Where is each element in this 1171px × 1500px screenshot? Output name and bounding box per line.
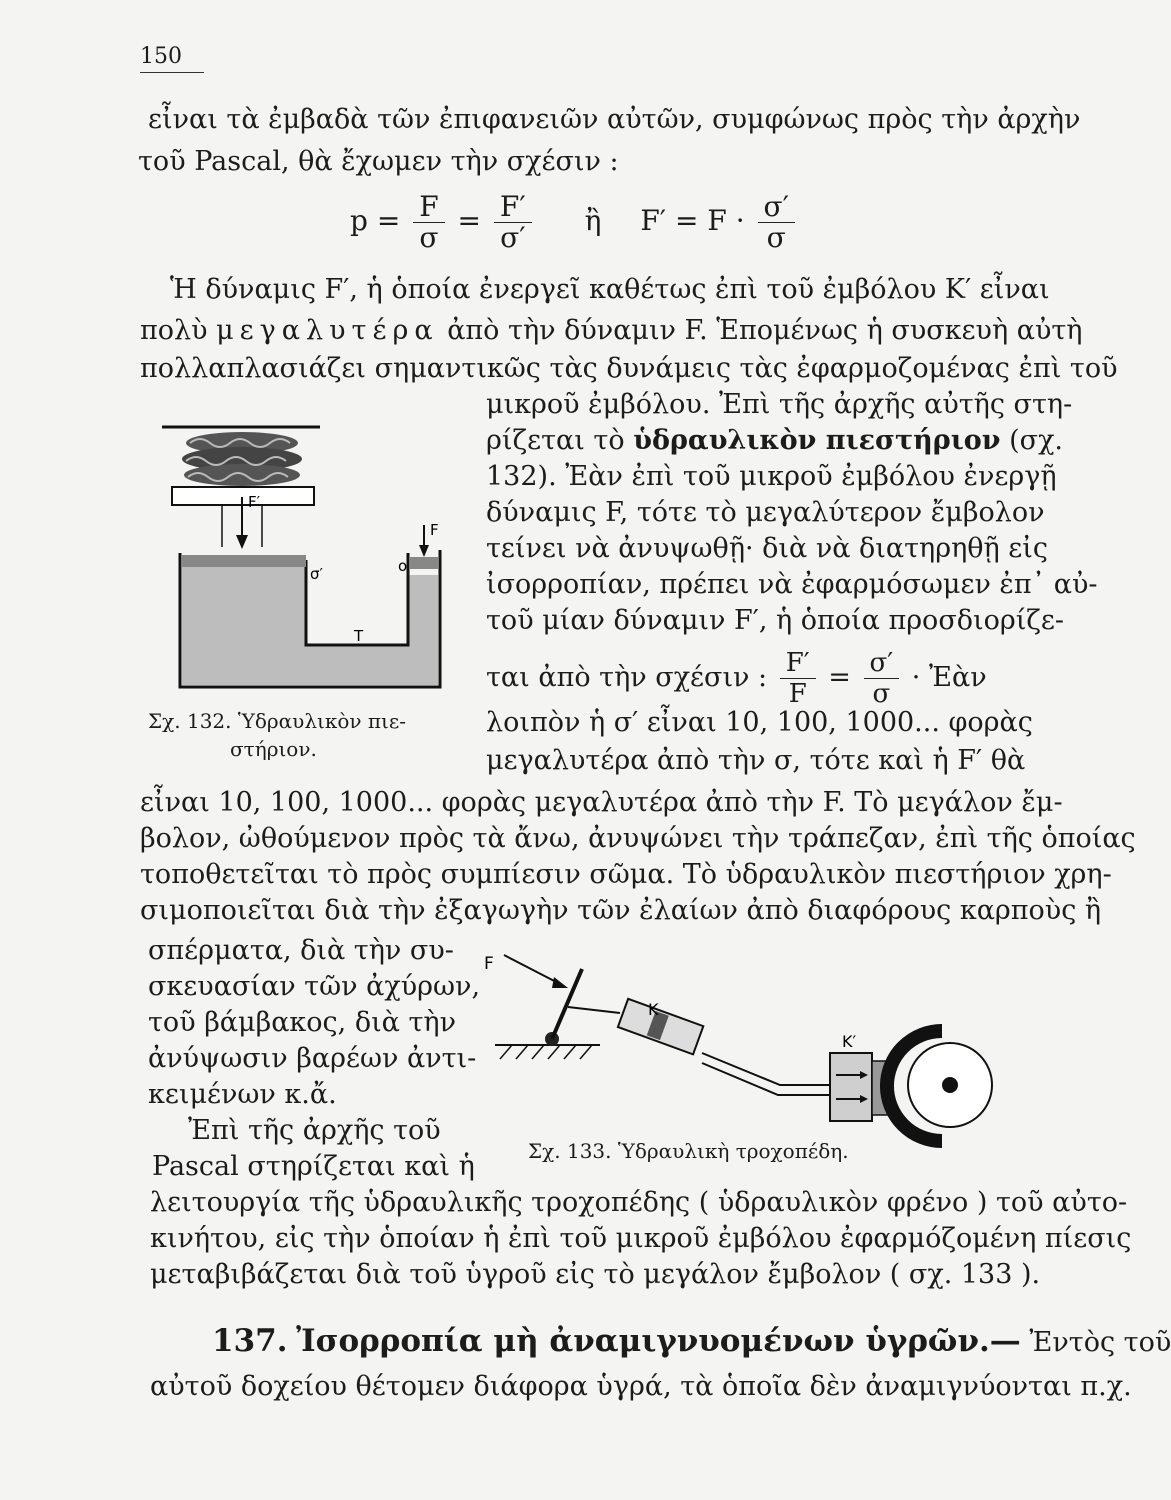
text-right-8: ται ἀπὸ τὴν σχέσιν : $\frac{F'}{F}$ = $\frac{\sigma'}{\sigma}$ · Ἐὰν [486,648,987,709]
formula-or: ἢ [584,204,602,237]
text-right-5: τείνει νὰ ἀνυψωθῇ· διὰ νὰ διατηρηθῇ εἰς [486,533,1048,564]
fraction-denominator: σ [419,221,439,254]
formula-equals: = [828,662,851,693]
page-number-rule [140,72,204,73]
fraction-fprime-f [780,648,816,709]
text-brake-1: λειτουργία τῆς ὑδραυλικῆς τροχοπέδης ( ὑδραυλικὸν φρένο ) τοῦ αὐτο- [150,1187,1128,1218]
text-span: Ἐὰν [928,662,987,693]
text-right-3: 132). Ἐὰν ἐπὶ τοῦ μικροῦ ἐμβόλου ἐνεργῇ [486,461,1057,492]
text-right-1: μικροῦ ἐμβόλου. Ἐπὶ τῆς ἀρχῆς αὐτῆς στη- [486,389,1073,420]
label-t: T [354,627,364,645]
text-line-1: εἶναι τὰ ἐμβαδὰ τῶν ἐπιφανειῶν αὐτῶν, συμφώνως πρὸς τὴν ἀρχὴν [148,104,1081,135]
compressed-material [182,432,302,486]
force-arrow-f [504,955,562,985]
ground-hatch [500,1045,592,1059]
wheel-hub [942,1077,958,1093]
label-f: F [430,521,439,539]
text-full-4: σιμοποιεῖται διὰ τὴν ἐξαγωγὴν τῶν ἐλαίων ἀπὸ διαφόρους καρποὺς ἢ [140,895,1102,926]
formula-pascal [350,192,799,253]
figure-132-hydraulic-press [150,415,470,695]
text-line-3: Ἡ δύναμις F′, ἡ ὁποία ἐνεργεῖ καθέτως ἐπὶ τοῦ ἐμβόλου K′ εἶναι [170,274,1050,305]
text-line-5: πολλαπλασιάζει σημαντικῶς τὰς δυνάμεις τὰς ἐφαρμοζομένας ἐπὶ τοῦ [140,353,1118,384]
text-full-1: εἶναι 10, 100, 1000... φορὰς μεγαλυτέρα ἀπὸ τὴν F. Τὸ μεγάλον ἔμ- [140,787,1063,818]
formula-equals: = [457,204,482,237]
text-span: ἀπὸ τὴν δύναμιν F. Ἑπομένως ἡ συσκευὴ αὐτὴ [447,315,1083,346]
large-piston [182,555,306,567]
fraction-denominator: σ [766,221,786,254]
label-fprime: F′ [248,493,261,511]
label-k: K [648,1000,659,1019]
text-right-4: δύναμις F, τότε τὸ μεγαλύτερον ἔμβολον [486,497,1045,528]
text-span: ρίζεται τὸ [486,425,625,456]
fraction-numerator: F [413,192,444,223]
text-emphasis-spaced: μεγαλυτέρα [216,315,439,346]
fraction-denominator: F [788,679,807,709]
figure-133-caption: Σχ. 133. Ὑδραυλικὴ τροχοπέδη. [528,1139,849,1163]
text-side-1: σπέρματα, διὰ τὴν συ- [148,935,454,966]
section-number: 137. [212,1323,288,1359]
page-number: 150 [140,44,182,69]
large-cylinder-liquid [182,565,306,685]
fraction-numerator: σ′ [758,192,795,223]
fraction-denominator: σ [872,679,891,709]
connecting-tube-liquid [306,645,408,685]
label-f: F [484,954,494,974]
fraction-denominator: σ′ [500,221,526,254]
label-o: o [398,557,408,575]
text-side-3: τοῦ βάμβακος, διὰ τὴν [148,1007,457,1038]
term-hydraulic-press: ὑδραυλικὸν πιεστήριον [633,425,1001,456]
small-piston [410,557,438,569]
text-brake-3: μεταβιβάζεται διὰ τοῦ ὑγροῦ εἰς τὸ μεγάλον ἔμβολον ( σχ. 133 ). [150,1259,1041,1290]
text-span: Ἐντὸς τοῦ [1029,1327,1171,1358]
small-cylinder-liquid [408,575,438,685]
figure-132-caption-1: Σχ. 132. Ὑδραυλικὸν πιε- [148,709,407,733]
text-side-2: σκευασίαν τῶν ἀχύρων, [148,971,481,1002]
text-last-line: αὐτοῦ δοχείου θέτομεν διάφορα ὑγρά, τὰ ὁποῖα δὲν ἀναμιγνύονται π.χ. [150,1371,1132,1402]
wheel-cylinder [830,1053,872,1121]
fraction-f-sigma [413,192,444,253]
text-side-5: κειμένων κ.ἄ. [148,1079,337,1110]
label-sigma-prime: σ′ [310,565,323,583]
text-line-4 [140,314,1082,348]
figure-132-caption-2: στήριον. [230,737,317,761]
text-span: ται ἀπὸ τὴν σχέσιν : [486,662,768,693]
fraction-fprime-sigmaprime [494,192,532,253]
text-right-9: λοιπὸν ἡ σ′ εἶναι 10, 100, 1000... φορὰς [486,707,1033,738]
text-right-6: ἰσορροπίαν, πρέπει νὰ ἐφαρμόσωμεν ἐπ᾽ αὐ- [486,569,1098,600]
text-right-10: μεγαλυτέρα ἀπὸ τὴν σ, τότε καὶ ἡ F′ θὰ [486,745,1026,776]
fraction-sigmaprime-sigma-2 [864,648,900,709]
fraction-numerator: σ′ [864,648,900,679]
fraction-numerator: F′ [780,648,816,679]
section-heading-137 [212,1324,1171,1360]
fraction-sigmaprime-sigma [758,192,795,253]
section-title: Ἰσορροπία μὴ ἀναμιγνυομένων ὑγρῶν.— [296,1323,1021,1359]
text-side-4: ἀνύψωσιν βαρέων ἀντι- [148,1043,477,1074]
text-side-7: Pascal στηρίζεται καὶ ἡ [152,1151,475,1182]
fraction-numerator: F′ [494,192,532,223]
text-span: (σχ. [1009,425,1064,456]
text-right-2 [486,424,1063,458]
text-full-3: τοποθετεῖται τὸ πρὸς συμπίεσιν σῶμα. Τὸ ὑδραυλικὸν πιεστήριον χρη- [140,859,1112,890]
master-cylinder [618,999,703,1055]
text-brake-2: κινήτου, εἰς τὴν ὁποίαν ἡ ἐπὶ τοῦ μικροῦ ἐμβόλου ἐφαρμόζομένη πίεσις [150,1223,1132,1254]
label-kprime: K′ [842,1032,857,1051]
text-right-7: τοῦ μίαν δύναμιν F′, ἡ ὁποία προσδιορίζε- [486,605,1065,636]
formula-rhs: F′ = F · [640,204,745,237]
formula-p: p = [350,204,401,237]
text-line-2: τοῦ Pascal, θὰ ἔχωμεν τὴν σχέσιν : [138,146,619,177]
text-side-6: Ἐπὶ τῆς ἀρχῆς τοῦ [188,1115,441,1146]
figure-133-hydraulic-brake [480,935,1005,1135]
text-span: πολὺ [140,315,208,346]
text-full-2: βολον, ὠθούμενον πρὸς τὰ ἄνω, ἀνυψώνει τὴν τράπεζαν, ἐπὶ τῆς ὁποίας [140,823,1136,854]
